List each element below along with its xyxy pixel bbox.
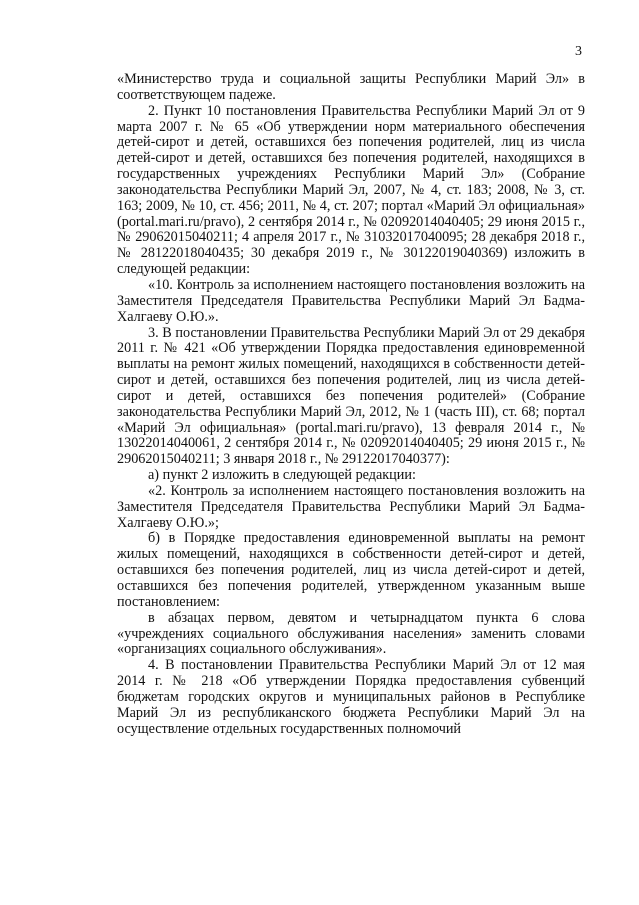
paragraph-quote-item-2: «2. Контроль за исполнением настоящего постановления возложить на Заместителя Председателя Правительства Республики Марий Эл Бадма-Халгаеву О.Ю.»; xyxy=(117,482,585,531)
page-number: 3 xyxy=(575,44,582,59)
paragraph-subitem-a: а) пункт 2 изложить в следующей редакции: xyxy=(148,467,416,484)
paragraph-item-3: 3. В постановлении Правительства Республики Марий Эл от 29 декабря 2011 г. № 421 «Об утверждении Порядка предоставления единовременной выплаты на ремонт жилых помещений, находящихся в собственности детей-сирот и детей, оставшихся без попечения родителей, лиц из числа детей-сирот и детей, оставшихся без попечения родителей» (Собрание законодательства Республики Марий Эл, 2012, № 1 (часть III), ст. 68; портал «Марий Эл официальная» (portal.mari.ru/pravo), 13 февраля 2014 г., № 13022014040061, 2 сентября 2014 г., № 02092014040405; 29 июня 2015 г., № 29062015040211; 3 января 2018 г., № 29122017040377): xyxy=(117,324,585,468)
document-body xyxy=(117,72,585,737)
paragraph-item-2: 2. Пункт 10 постановления Правительства Республики Марий Эл от 9 марта 2007 г. № 65 «Об утверждении норм материального обеспечения детей-сирот и детей, оставшихся без попечения родителей, лиц из числа детей-сирот и детей, оставшихся без попечения родителей, находящихся в государственных учреждениях Республики Марий Эл» (Собрание законодательства Республики Марий Эл, 2007, № 4, ст. 183; 2008, № 3, ст. 163; 2009, № 10, ст. 456; 2011, № 4, ст. 207; портал «Марий Эл официальная» (portal.mari.ru/pravo), 2 сентября 2014 г., № 02092014040405; 29 июня 2015 г., № 29062015040211; 4 апреля 2017 г., № 31032017040095; 28 декабря 2018 г., № 28122018040435; 30 декабря 2019 г., № 30122019040369) изложить в следующей редакции: xyxy=(117,102,585,278)
paragraph-item-4: 4. В постановлении Правительства Республики Марий Эл от 12 мая 2014 г. № 218 «Об утверждении Порядка предоставления субвенций бюджетам городских округов и муниципальных районов в Республике Марий Эл из республиканского бюджета Республики Марий Эл на осуществление отдельных государственных полномочий xyxy=(117,657,585,737)
paragraph-subitem-b: б) в Порядке предоставления единовременной выплаты на ремонт жилых помещений, находящихся в собственности детей-сирот и детей, оставшихся без попечения родителей, лиц из числа детей-сирот и детей, оставшихся без попечения родителей, утвержденном указанным выше постановлением: xyxy=(117,530,585,610)
paragraph-quote-item-10: «10. Контроль за исполнением настоящего постановления возложить на Заместителя Председателя Правительства Республики Марий Эл Бадма-Халгаеву О.Ю.». xyxy=(117,276,585,325)
paragraph-amendment: в абзацах первом, девятом и четырнадцатом пункта 6 слова «учреждениях социального обслуживания населения» заменить словами «организациях социального обслуживания». xyxy=(117,609,585,658)
paragraph-continuation: «Министерство труда и социальной защиты Республики Марий Эл» в соответствующем падеже. xyxy=(117,71,585,103)
